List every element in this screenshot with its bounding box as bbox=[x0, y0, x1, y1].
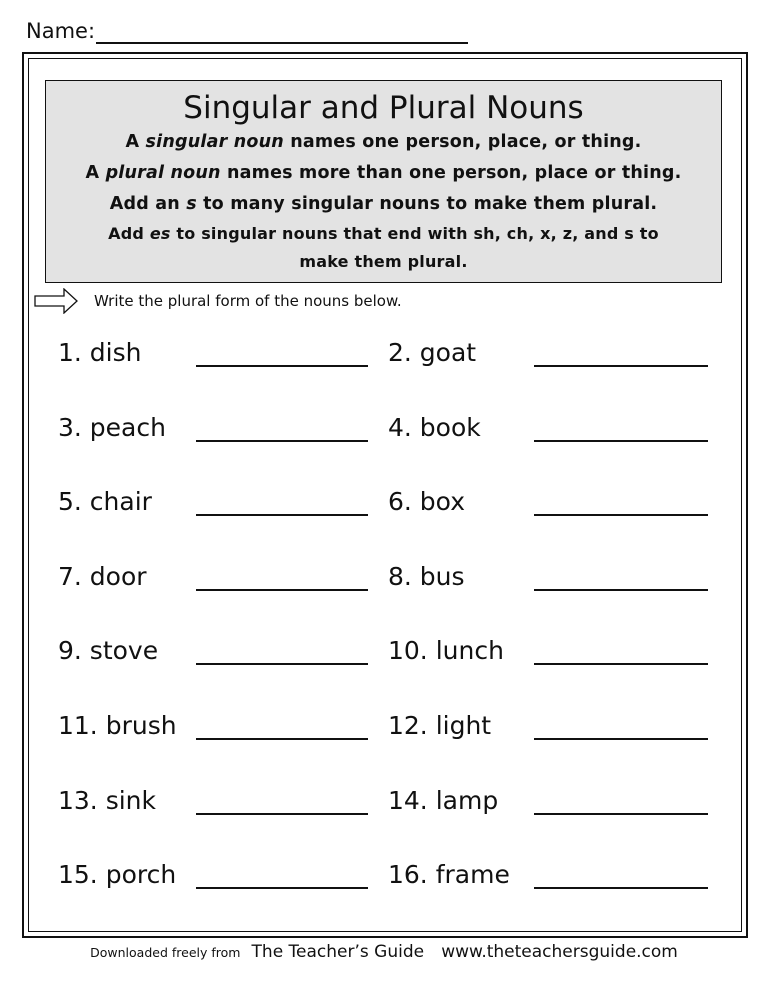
footer-prefix: Downloaded freely from bbox=[90, 945, 241, 960]
footer-url[interactable]: www.theteachersguide.com bbox=[441, 942, 678, 962]
answer-blank[interactable] bbox=[534, 813, 708, 815]
item-row bbox=[58, 408, 718, 448]
noun-item: 7. door bbox=[58, 561, 147, 591]
answer-blank[interactable] bbox=[534, 663, 708, 665]
answer-blank[interactable] bbox=[534, 589, 708, 591]
header-box bbox=[45, 80, 722, 283]
instruction-row bbox=[34, 288, 402, 314]
answer-blank[interactable] bbox=[534, 440, 708, 442]
worksheet-title: Singular and Plural Nouns bbox=[183, 90, 584, 126]
noun-item: 14. lamp bbox=[388, 785, 499, 815]
footer-site-name: The Teacher’s Guide bbox=[251, 942, 425, 962]
answer-blank[interactable] bbox=[196, 440, 368, 442]
answer-blank[interactable] bbox=[534, 514, 708, 516]
answer-blank[interactable] bbox=[196, 365, 368, 367]
name-blank-line[interactable] bbox=[96, 22, 468, 44]
term-singular-noun: singular noun bbox=[145, 132, 284, 152]
term-s: s bbox=[186, 194, 197, 214]
instruction-text: Write the plural form of the nouns below. bbox=[94, 292, 402, 310]
noun-item: 15. porch bbox=[58, 860, 177, 890]
noun-item: 3. peach bbox=[58, 412, 166, 442]
answer-blank[interactable] bbox=[534, 738, 708, 740]
answer-blank[interactable] bbox=[196, 813, 368, 815]
answer-blank[interactable] bbox=[534, 365, 708, 367]
noun-item: 12. light bbox=[388, 711, 492, 740]
rule-add-s: Add an s to many singular nouns to make them plural. bbox=[109, 194, 658, 214]
noun-item: 10. lunch bbox=[388, 636, 504, 666]
answer-blank[interactable] bbox=[196, 514, 368, 516]
answer-blank[interactable] bbox=[196, 738, 368, 740]
item-row bbox=[58, 855, 718, 895]
noun-item: 9. stove bbox=[58, 636, 159, 666]
rule-plural: A plural noun names more than one person, place or thing. bbox=[85, 163, 682, 183]
term-es: es bbox=[149, 224, 171, 243]
noun-item: 4. book bbox=[388, 412, 481, 442]
noun-item: 6. box bbox=[388, 487, 465, 517]
item-row bbox=[58, 333, 718, 373]
noun-item: 16. frame bbox=[388, 860, 510, 890]
item-row bbox=[58, 482, 718, 522]
name-field bbox=[26, 18, 468, 44]
noun-item: 2. goat bbox=[388, 338, 477, 367]
rule-singular: A singular noun names one person, place, or thing. bbox=[125, 132, 642, 152]
item-row bbox=[58, 706, 718, 746]
noun-item: 13. sink bbox=[58, 785, 156, 815]
noun-item: 8. bus bbox=[388, 561, 465, 591]
term-plural-noun: plural noun bbox=[105, 163, 221, 183]
name-label: Name: bbox=[26, 19, 96, 43]
rule-add-es-continued: make them plural. bbox=[299, 252, 468, 271]
answer-blank[interactable] bbox=[196, 663, 368, 665]
item-row bbox=[58, 557, 718, 597]
noun-item: 1. dish bbox=[58, 338, 142, 367]
answer-blank[interactable] bbox=[196, 589, 368, 591]
noun-item: 11. brush bbox=[58, 711, 177, 740]
answer-blank[interactable] bbox=[534, 887, 708, 889]
rule-add-es: Add es to singular nouns that end with sh, ch, x, z, and s to bbox=[108, 224, 659, 243]
right-arrow-icon bbox=[34, 288, 78, 314]
answer-blank[interactable] bbox=[196, 887, 368, 889]
item-row bbox=[58, 781, 718, 821]
footer bbox=[0, 942, 768, 962]
noun-item: 5. chair bbox=[58, 487, 152, 517]
item-row bbox=[58, 631, 718, 671]
